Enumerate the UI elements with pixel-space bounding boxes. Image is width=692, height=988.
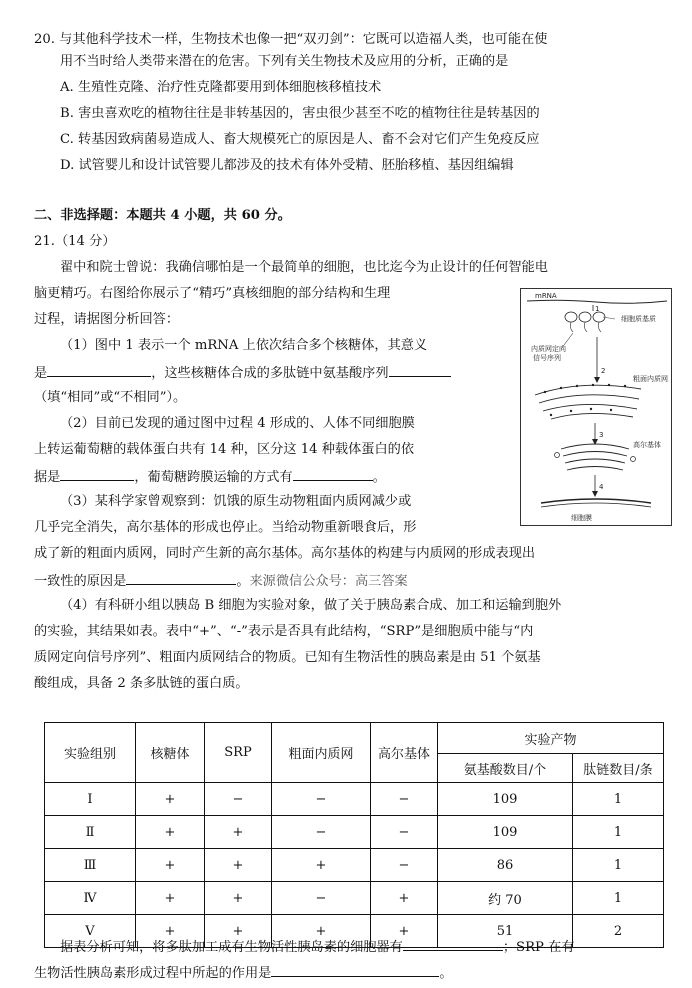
q21-part2-line3 — [34, 466, 386, 488]
text: 生物活性胰岛素形成过程中所起的作用是 — [34, 966, 272, 981]
cell-chains: 1 — [573, 882, 664, 915]
col-group-header: 实验组别 — [45, 723, 136, 783]
q21-part4-line3: 质网定向信号序列”、粗面内质网结合的物质。已知有生物活性的胰岛素是由 51 个氨基 — [34, 650, 541, 665]
answer-blank[interactable] — [47, 362, 151, 377]
signal-seq-label-2: 信号序列 — [533, 354, 561, 362]
membrane-shape — [541, 499, 651, 503]
q21-part3-line2: 几乎完全消失，高尔基体的形成也停止。当给动物重新喂食后，形 — [34, 520, 417, 535]
q20-stem-line2: 用不当时给人类带来潜在的危害。下列有关生物技术及应用的分析，正确的是 — [60, 54, 509, 69]
text: 是 — [34, 366, 48, 381]
cell-srp: + — [205, 849, 272, 882]
q21-intro-line3: 过程，请据图分析回答： — [34, 312, 180, 327]
rough-er-label: 粗面内质网 — [633, 375, 668, 383]
membrane-label: 细胞膜 — [571, 514, 592, 522]
cell-srp: + — [205, 882, 272, 915]
cell-golgi: − — [371, 816, 438, 849]
cell-amino: 51 — [438, 915, 573, 948]
text: ，这些核糖体合成的多肽链中氨基酸序列 — [151, 366, 389, 381]
cell-srp: + — [205, 915, 272, 948]
table-row — [45, 849, 664, 882]
cell-chains: 2 — [573, 915, 664, 948]
cell-group: Ⅲ — [45, 849, 136, 882]
q21-part2-line1: （2）目前已发现的通过图中过程 4 形成的、人体不同细胞膜 — [60, 416, 415, 431]
col-chains-header: 肽链数目/条 — [573, 754, 664, 783]
cell-ribosome: + — [136, 882, 205, 915]
q21-part4-line4: 酸组成，具备 2 条多肽链的蛋白质。 — [34, 676, 249, 691]
text: ，葡萄糖跨膜运输的方式有 — [134, 470, 293, 485]
cell-golgi: + — [371, 915, 438, 948]
step-4-number: 4 — [599, 483, 604, 491]
er-ribosome-dots — [544, 384, 626, 416]
answer-blank[interactable] — [126, 570, 236, 585]
cell-golgi: − — [371, 849, 438, 882]
step-2-number: 2 — [601, 367, 606, 375]
q21-intro-line2: 脑更精巧。右图给你展示了“精巧”真核细胞的部分结构和生理 — [34, 286, 391, 301]
cell-golgi: + — [371, 882, 438, 915]
q21-after-line1 — [60, 936, 574, 958]
cell-rer: − — [272, 816, 371, 849]
cell-ribosome: + — [136, 783, 205, 816]
cell-chains: 1 — [573, 783, 664, 816]
ribosomes — [565, 312, 605, 332]
cell-golgi: − — [371, 783, 438, 816]
cell-structure-figure — [520, 288, 672, 526]
q21-part4-line2: 的实验，其结果如表。表中“+”、“-”表示是否具有此结构，“SRP”是细胞质中能与“内 — [34, 624, 534, 639]
mrna-strand — [527, 300, 667, 303]
answer-blank[interactable] — [60, 466, 134, 481]
cell-chains: 1 — [573, 816, 664, 849]
q21-after-line2 — [34, 962, 453, 984]
q21-part1-line3: （填“相同”或“不相同”）。 — [34, 390, 187, 405]
cell-group: Ⅱ — [45, 816, 136, 849]
answer-blank[interactable] — [389, 362, 451, 377]
q21-part2-line2: 上转运葡萄糖的载体蛋白共有 14 种，区分这 14 种载体蛋白的依 — [34, 442, 415, 457]
q21-part3-line1: （3）某科学家曾观察到：饥饿的原生动物粗面内质网减少或 — [60, 494, 412, 509]
source-note: 来源微信公众号：高三答案 — [249, 574, 408, 589]
q20-option-c: C. 转基因致病菌易造成人、畜大规模死亡的原因是人、畜不会对它们产生免疫反应 — [60, 132, 540, 147]
q21-header: 21.（14 分） — [34, 234, 116, 249]
q20-option-b: B. 害虫喜欢吃的植物往往是非转基因的，害虫很少甚至不吃的植物往往是转基因的 — [60, 106, 540, 121]
cell-ribosome: + — [136, 816, 205, 849]
cytosol-label: 细胞质基质 — [621, 315, 656, 323]
cell-amino: 109 — [438, 816, 573, 849]
col-amino-header: 氨基酸数目/个 — [438, 754, 573, 783]
section-title: 二、非选择题：本题共 4 小题，共 60 分。 — [34, 208, 291, 223]
step-1-number: 1 — [595, 305, 600, 313]
q20-stem-line1: 20. 与其他科学技术一样，生物技术也像一把“双刃剑”：它既可以造福人类，也可能在使 — [34, 32, 548, 47]
cell-rer: − — [272, 783, 371, 816]
cell-group: Ⅴ — [45, 915, 136, 948]
step-3-number: 3 — [599, 431, 604, 439]
answer-blank[interactable] — [293, 466, 373, 481]
text: ；SRP 在有 — [502, 940, 575, 955]
cell-srp: − — [205, 783, 272, 816]
cell-amino: 86 — [438, 849, 573, 882]
text: 据是 — [34, 470, 61, 485]
q21-part1-line2 — [34, 362, 451, 384]
q21-part4-line1: （4）有科研小组以胰岛 B 细胞为实验对象，做了关于胰岛素合成、加工和运输到胞外 — [60, 598, 562, 613]
cell-chains: 1 — [573, 849, 664, 882]
cell-ribosome: + — [136, 849, 205, 882]
cell-amino: 109 — [438, 783, 573, 816]
q21-part3-line3: 成了新的粗面内质网，同时产生新的高尔基体。高尔基体的构建与内质网的形成表现出 — [34, 546, 536, 561]
experiment-table — [44, 722, 664, 948]
table-row — [45, 816, 664, 849]
cell-diagram — [521, 289, 671, 525]
q21-intro-line1: 翟中和院士曾说：我确信哪怕是一个最简单的细胞，也比迄今为止设计的任何智能电 — [60, 260, 548, 275]
text: 。 — [372, 470, 386, 485]
answer-blank[interactable] — [403, 936, 503, 951]
cell-group: Ⅰ — [45, 783, 136, 816]
q20-option-d: D. 试管婴儿和设计试管婴儿都涉及的技术有体外受精、胚胎移植、基因组编辑 — [60, 158, 514, 173]
text: 。 — [439, 966, 453, 981]
cell-rer: + — [272, 915, 371, 948]
q21-part3-line4 — [34, 570, 408, 592]
table-row — [45, 783, 664, 816]
cell-rer: − — [272, 882, 371, 915]
signal-seq-label-1: 内质网定向 — [531, 345, 566, 353]
cell-rer: + — [272, 849, 371, 882]
table-row — [45, 882, 664, 915]
col-rer-header: 粗面内质网 — [272, 723, 371, 783]
cell-srp: + — [205, 816, 272, 849]
text: 一致性的原因是 — [34, 574, 127, 589]
cell-group: Ⅳ — [45, 882, 136, 915]
text: 。 — [236, 574, 250, 589]
text: 据表分析可知，将多肽加工成有生物活性胰岛素的细胞器有 — [60, 940, 403, 955]
q20-option-a: A. 生殖性克隆、治疗性克隆都要用到体细胞核移植技术 — [60, 80, 382, 95]
golgi-shape — [561, 444, 629, 470]
cell-ribosome: + — [136, 915, 205, 948]
golgi-label: 高尔基体 — [633, 441, 661, 449]
q21-part1-line1: （1）图中 1 表示一个 mRNA 上依次结合多个核糖体，其意义 — [60, 338, 428, 353]
mrna-label: mRNA — [535, 292, 557, 300]
col-ribosome-header: 核糖体 — [136, 723, 205, 783]
col-srp-header: SRP — [205, 723, 272, 783]
answer-blank[interactable] — [271, 962, 439, 977]
cell-amino: 约 70 — [438, 882, 573, 915]
col-golgi-header: 高尔基体 — [371, 723, 438, 783]
col-products-header: 实验产物 — [438, 723, 664, 754]
